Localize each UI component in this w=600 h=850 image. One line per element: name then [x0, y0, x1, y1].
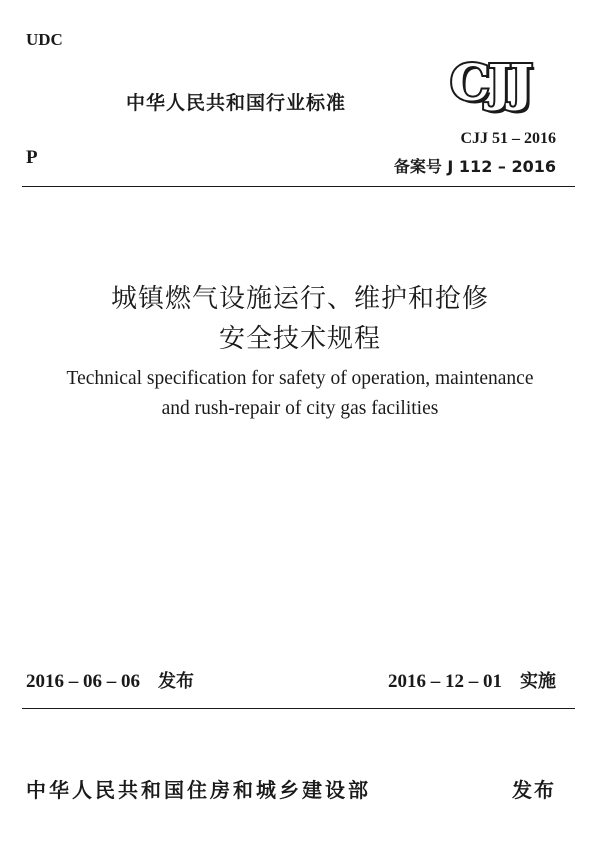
bottom-divider: [22, 708, 575, 709]
publisher: 中华人民共和国住房和城乡建设部: [26, 778, 371, 802]
effective-date: 2016 – 12 – 01: [388, 671, 502, 692]
title-cn-line2: 安全技术规程: [218, 324, 381, 354]
issue-label: 发布: [158, 671, 194, 692]
issue-date-block: [26, 667, 194, 693]
title-en-line1: Technical specification for safety of operation, maintenance: [66, 368, 534, 389]
standard-number: CJJ 51 – 2016: [460, 130, 556, 147]
title-en-line2: and rush-repair of city gas facilities: [161, 398, 439, 419]
issue-date: 2016 – 06 – 06: [26, 671, 140, 692]
effective-label: 实施: [520, 671, 556, 692]
title-cn-line1: 城镇燃气设施运行、维护和抢修: [110, 284, 489, 314]
effective-date-block: [388, 667, 556, 693]
udc-label: UDC: [26, 30, 63, 49]
category-label: P: [26, 147, 38, 168]
standard-type: 中华人民共和国行业标准: [126, 92, 347, 114]
top-divider: [22, 186, 575, 187]
cjj-logo: CJJ: [450, 53, 532, 112]
publish-action: 发布: [512, 778, 556, 802]
record-number: 备案号 J 112 – 2016: [393, 157, 556, 176]
